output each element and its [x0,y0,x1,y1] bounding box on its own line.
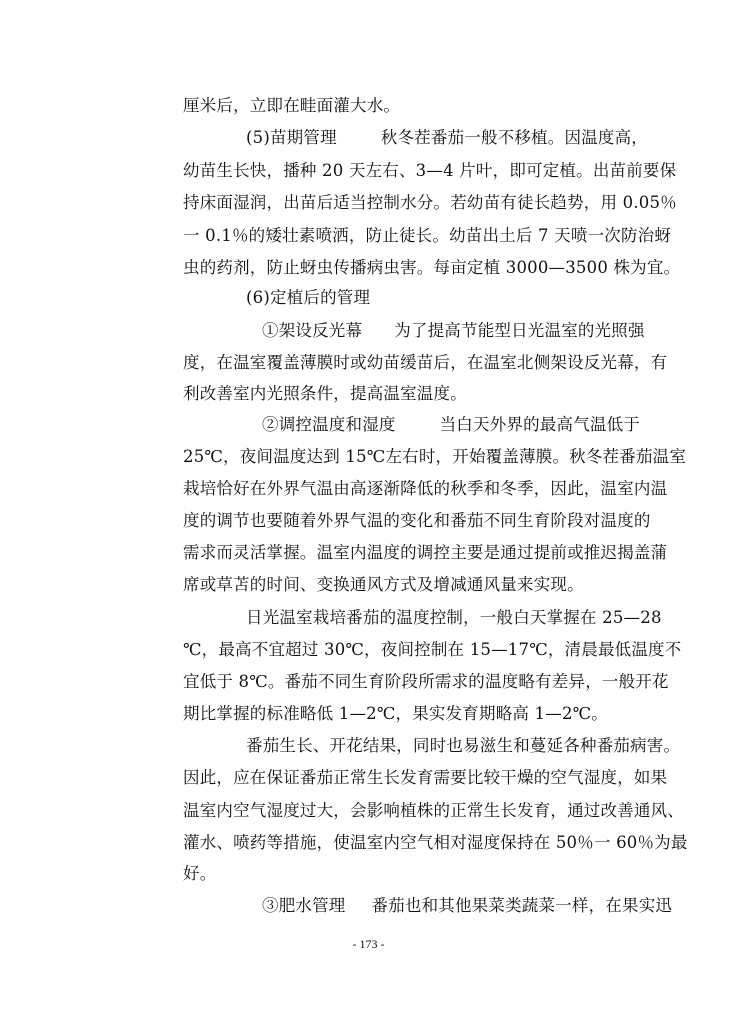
text-line: 需求而灵活掌握。温室内温度的调控主要是通过提前或推迟揭盖蒲 [183,543,668,562]
text-line: 厘米后，立即在畦面灌大水。 [183,96,401,115]
subsection-heading: ①架设反光幕 [262,321,363,340]
text-line: 番茄生长、开花结果，同时也易滋生和蔓延各种番茄病害。 [246,736,681,755]
text-line: ℃，最高不宜超过 30℃，夜间控制在 15—17℃，清晨最低温度不 [183,640,682,659]
section-heading: (6)定植后的管理 [246,288,371,307]
text-line: 日光温室栽培番茄的温度控制，一般白天掌握在 25—28 [246,608,662,627]
text-line: 一 0.1％的矮壮素喷洒，防止徒长。幼苗出土后 7 天喷一次防治蚜 [183,226,672,245]
text-line: 虫的药剂，防止蚜虫传播病虫害。每亩定植 3000—3500 株为宜。 [183,258,681,277]
text-line: 栽培恰好在外界气温由高逐渐降低的秋季和冬季，因此，温室内温 [183,479,668,498]
text-line: 25℃，夜间温度达到 15℃左右时，开始覆盖薄膜。秋冬茬番茄温室 [183,447,687,466]
subsection-heading: (5)苗期管理 [246,128,337,147]
text-line: 因此，应在保证番茄正常生长发育需要比较干燥的空气湿度，如果 [183,768,668,787]
text-segment: 当白天外界的最高气温低于 [439,415,641,434]
text-line: 好。 [183,864,217,883]
text-segment: 秋冬茬番茄一般不移植。因温度高， [380,128,648,147]
text-line: 度的调节也要随着外界气温的变化和番茄不同生育阶段对温度的 [183,511,651,530]
text-segment: 番茄也和其他果菜类蔬菜一样，在果实迅 [371,896,673,915]
text-segment: 为了提高节能型日光温室的光照强 [394,321,645,340]
subsection-heading-line [262,415,640,435]
text-line: 宜低于 8℃。番茄不同生育阶段所需求的温度略有差异，一般开花 [183,672,669,691]
subsection-heading: ③肥水管理 [262,896,346,915]
text-line: 利改善室内光照条件，提高温室温度。 [183,384,467,403]
text-line: 持床面湿润，出苗后适当控制水分。若幼苗有徒长趋势，用 0.05％ [183,193,677,212]
subsection-heading: ②调控温度和湿度 [262,415,396,434]
subsection-heading-line [246,128,648,148]
text-line: 期比掌握的标准略低 1—2℃，果实发育期略高 1—2℃。 [183,704,608,723]
text-line: 幼苗生长快，播种 20 天左右、3—4 片叶，即可定植。出苗前要保 [183,161,677,180]
subsection-heading-line [262,321,645,341]
text-line: 温室内空气湿度过大，会影响植株的正常生长发育，通过改善通风、 [183,801,684,820]
text-line: 灌水、喷药等措施，使温室内空气相对湿度保持在 50％一 60％为最 [183,833,688,852]
page-number: - 173 - [352,937,385,951]
subsection-heading-line [262,896,672,916]
text-line: 度，在温室覆盖薄膜时或幼苗缓苗后，在温室北侧架设反光幕，有 [183,353,668,372]
text-line: 席或草苫的时间、变换通风方式及增减通风量来实现。 [183,575,584,594]
